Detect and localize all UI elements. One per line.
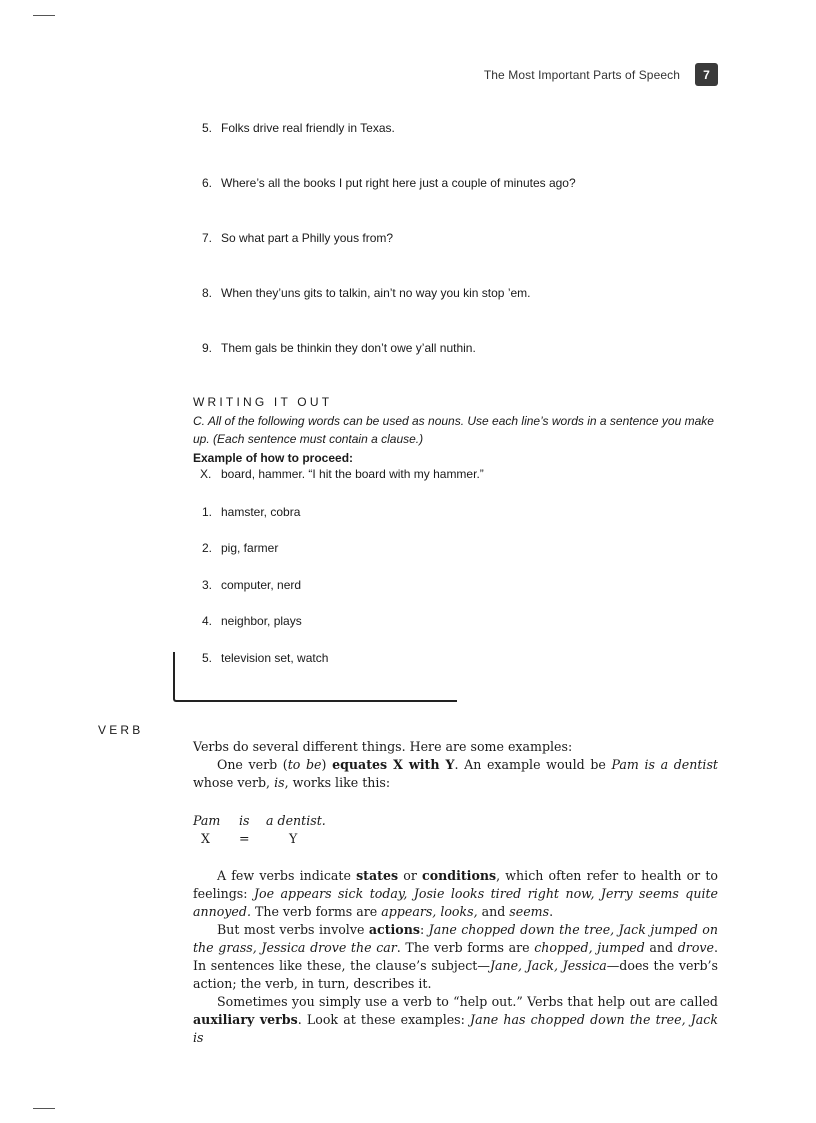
exercise-item — [202, 341, 476, 355]
diagram-symbol: = — [239, 831, 250, 846]
item-text: hamster, cobra — [221, 505, 301, 519]
writing-heading: WRITING IT OUT — [193, 395, 333, 409]
crop-mark-bottom — [33, 1108, 55, 1109]
exercise-item — [202, 286, 531, 300]
item-number: 5. — [202, 651, 213, 665]
verb-paragraph-2: A few verbs indicate states or conditions, which often refer to health or to feelings: Joe appears sick today, Josie looks tired right now, Jerry seems quite annoyed. The verb forms are appears, looks, and seems. — [193, 868, 719, 919]
exercise-item — [202, 176, 576, 190]
writing-item — [202, 505, 300, 519]
diagram-word: a dentist. — [266, 813, 326, 828]
item-number: 3. — [202, 578, 213, 592]
exercise-item — [202, 231, 393, 245]
diagram-symbol: Y — [289, 831, 298, 846]
verb-body-main — [193, 867, 718, 1047]
item-number: 8. — [202, 286, 213, 300]
item-number: 7. — [202, 231, 213, 245]
crop-mark-top — [33, 15, 55, 16]
verb-intro: Verbs do several different things. Here are some examples: — [193, 739, 573, 754]
writing-item — [202, 541, 278, 555]
item-text: Folks drive real friendly in Texas. — [221, 121, 395, 135]
item-text: Where’s all the books I put right here just a couple of minutes ago? — [221, 176, 576, 190]
item-number: 5. — [202, 121, 213, 135]
verb-body-top — [193, 738, 718, 792]
item-text: When they’uns gits to talkin, ain’t no way you kin stop ’em. — [221, 286, 531, 300]
item-text: television set, watch — [221, 651, 329, 665]
item-text: So what part a Philly yous from? — [221, 231, 394, 245]
item-text: board, hammer. “I hit the board with my hammer.” — [221, 467, 484, 481]
writing-instruction: C. All of the following words can be used as nouns. Use each line’s words in a sentence you make up. (Each sentence must contain a clause.) — [193, 414, 714, 446]
example-item — [200, 467, 484, 481]
diagram-word: is — [239, 813, 250, 828]
verb-heading: VERB — [98, 723, 144, 737]
item-text: neighbor, plays — [221, 614, 302, 628]
item-text: pig, farmer — [221, 541, 279, 555]
item-number: X. — [200, 467, 212, 481]
example-label: Example of how to proceed: — [193, 451, 354, 465]
item-number: 4. — [202, 614, 213, 628]
exercise-bracket — [173, 652, 457, 702]
verb-paragraph-1: One verb (to be) equates X with Y. An example would be Pam is a dentist whose verb, is, works like this: — [193, 757, 718, 790]
item-text: Them gals be thinkin they don’t owe y’all nuthin. — [221, 341, 476, 355]
writing-item — [202, 614, 302, 628]
item-text: computer, nerd — [221, 578, 302, 592]
diagram-word: Pam — [193, 813, 221, 828]
running-header — [484, 63, 718, 86]
header-title: The Most Important Parts of Speech — [483, 67, 680, 82]
verb-paragraph-3: But most verbs involve actions: Jane chopped down the tree, Jack jumped on the grass, Jessica drove the car. The verb forms are chopped, jumped and drove. In sentences like these, the clause’s subject—Jane, Jack, Jessica—does the verb’s action; the verb, in turn, describes it. — [193, 922, 719, 991]
diagram-symbol: X — [201, 831, 210, 846]
verb-paragraph-4: Sometimes you simply use a verb to “help out.” Verbs that help out are called auxiliary verbs. Look at these examples: Jane has chopped down the tree, Jack is — [193, 994, 718, 1045]
writing-item — [202, 578, 301, 592]
item-number: 1. — [202, 505, 213, 519]
exercise-item — [202, 121, 395, 135]
item-number: 2. — [202, 541, 213, 555]
page-number: 7 — [695, 63, 718, 86]
item-number: 6. — [202, 176, 213, 190]
item-number: 9. — [202, 341, 213, 355]
